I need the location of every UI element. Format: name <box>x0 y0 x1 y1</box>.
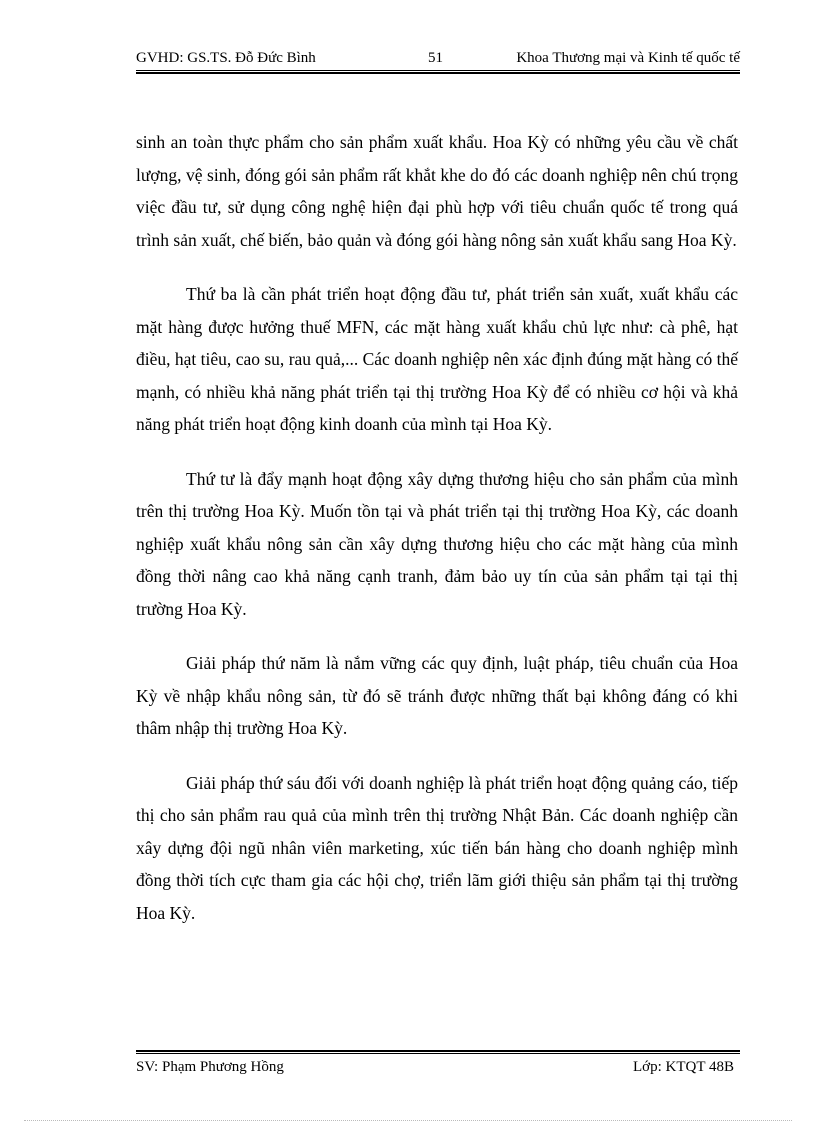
header-rule <box>136 70 740 74</box>
paragraph-sixth-solution: Giải pháp thứ sáu đối với doanh nghiệp là phát triển hoạt động quảng cáo, tiếp thị cho sản phẩm rau quả của mình trên thị trường Nhật Bản. Các doanh nghiệp cần xây dựng đội ngũ nhân viên marketing, xúc tiến bán hàng cho doanh nghiệp mình đồng thời tích cực tham gia các hội chợ, triển lãm giới thiệu sản phẩm tại thị trường Hoa Kỳ. <box>136 772 738 923</box>
page-edge-divider <box>24 1120 792 1121</box>
header-page-number: 51 <box>428 50 443 66</box>
document-body <box>136 126 738 951</box>
page-header <box>136 48 740 68</box>
header-department: Khoa Thương mại và Kinh tế quốc tế <box>516 50 740 66</box>
page-footer <box>136 1057 740 1077</box>
paragraph-continuation: sinh an toàn thực phẩm cho sản phẩm xuất khẩu. Hoa Kỳ có những yêu cầu về chất lượng, vệ sinh, đóng gói sản phẩm rất khắt khe do đó các doanh nghiệp nên chú trọng việc đầu tư, sử dụng công nghệ hiện đại phù hợp với tiêu chuẩn quốc tế trong quá trình sản xuất, chế biến, bảo quản và đóng gói hàng nông sản xuất khẩu sang Hoa Kỳ. <box>136 132 738 250</box>
paragraph-third-solution: Thứ ba là cần phát triển hoạt động đầu tư, phát triển sản xuất, xuất khẩu các mặt hàng được hưởng thuế MFN, các mặt hàng xuất khẩu chủ lực như: cà phê, hạt điều, hạt tiêu, cao su, rau quả,... Các doanh nghiệp nên xác định đúng mặt hàng có thế mạnh, có nhiều khả năng phát triển tại thị trường Hoa Kỳ để có nhiều cơ hội và khả năng phát triển hoạt động kinh doanh của mình tại Hoa Kỳ. <box>136 284 738 434</box>
paragraph-fourth-solution: Thứ tư là đẩy mạnh hoạt động xây dựng thương hiệu cho sản phẩm của mình trên thị trường Hoa Kỳ. Muốn tồn tại và phát triển tại thị trường Hoa Kỳ, các doanh nghiệp xuất khẩu nông sản cần xây dựng thương hiệu cho các mặt hàng của mình đồng thời nâng cao khả năng cạnh tranh, đảm bảo uy tín của sản phẩm tại tại thị trường Hoa Kỳ. <box>136 468 738 619</box>
footer-rule <box>136 1050 740 1054</box>
header-supervisor: GVHD: GS.TS. Đỗ Đức Bình <box>136 50 316 66</box>
paragraph-fifth-solution: Giải pháp thứ năm là nắm vững các quy định, luật pháp, tiêu chuẩn của Hoa Kỳ về nhập khẩu nông sản, từ đó sẽ tránh được những thất bại không đáng có khi thâm nhập thị trường Hoa Kỳ. <box>136 653 738 738</box>
footer-student: SV: Phạm Phương Hồng <box>136 1059 284 1075</box>
footer-class: Lớp: KTQT 48B <box>633 1059 734 1075</box>
